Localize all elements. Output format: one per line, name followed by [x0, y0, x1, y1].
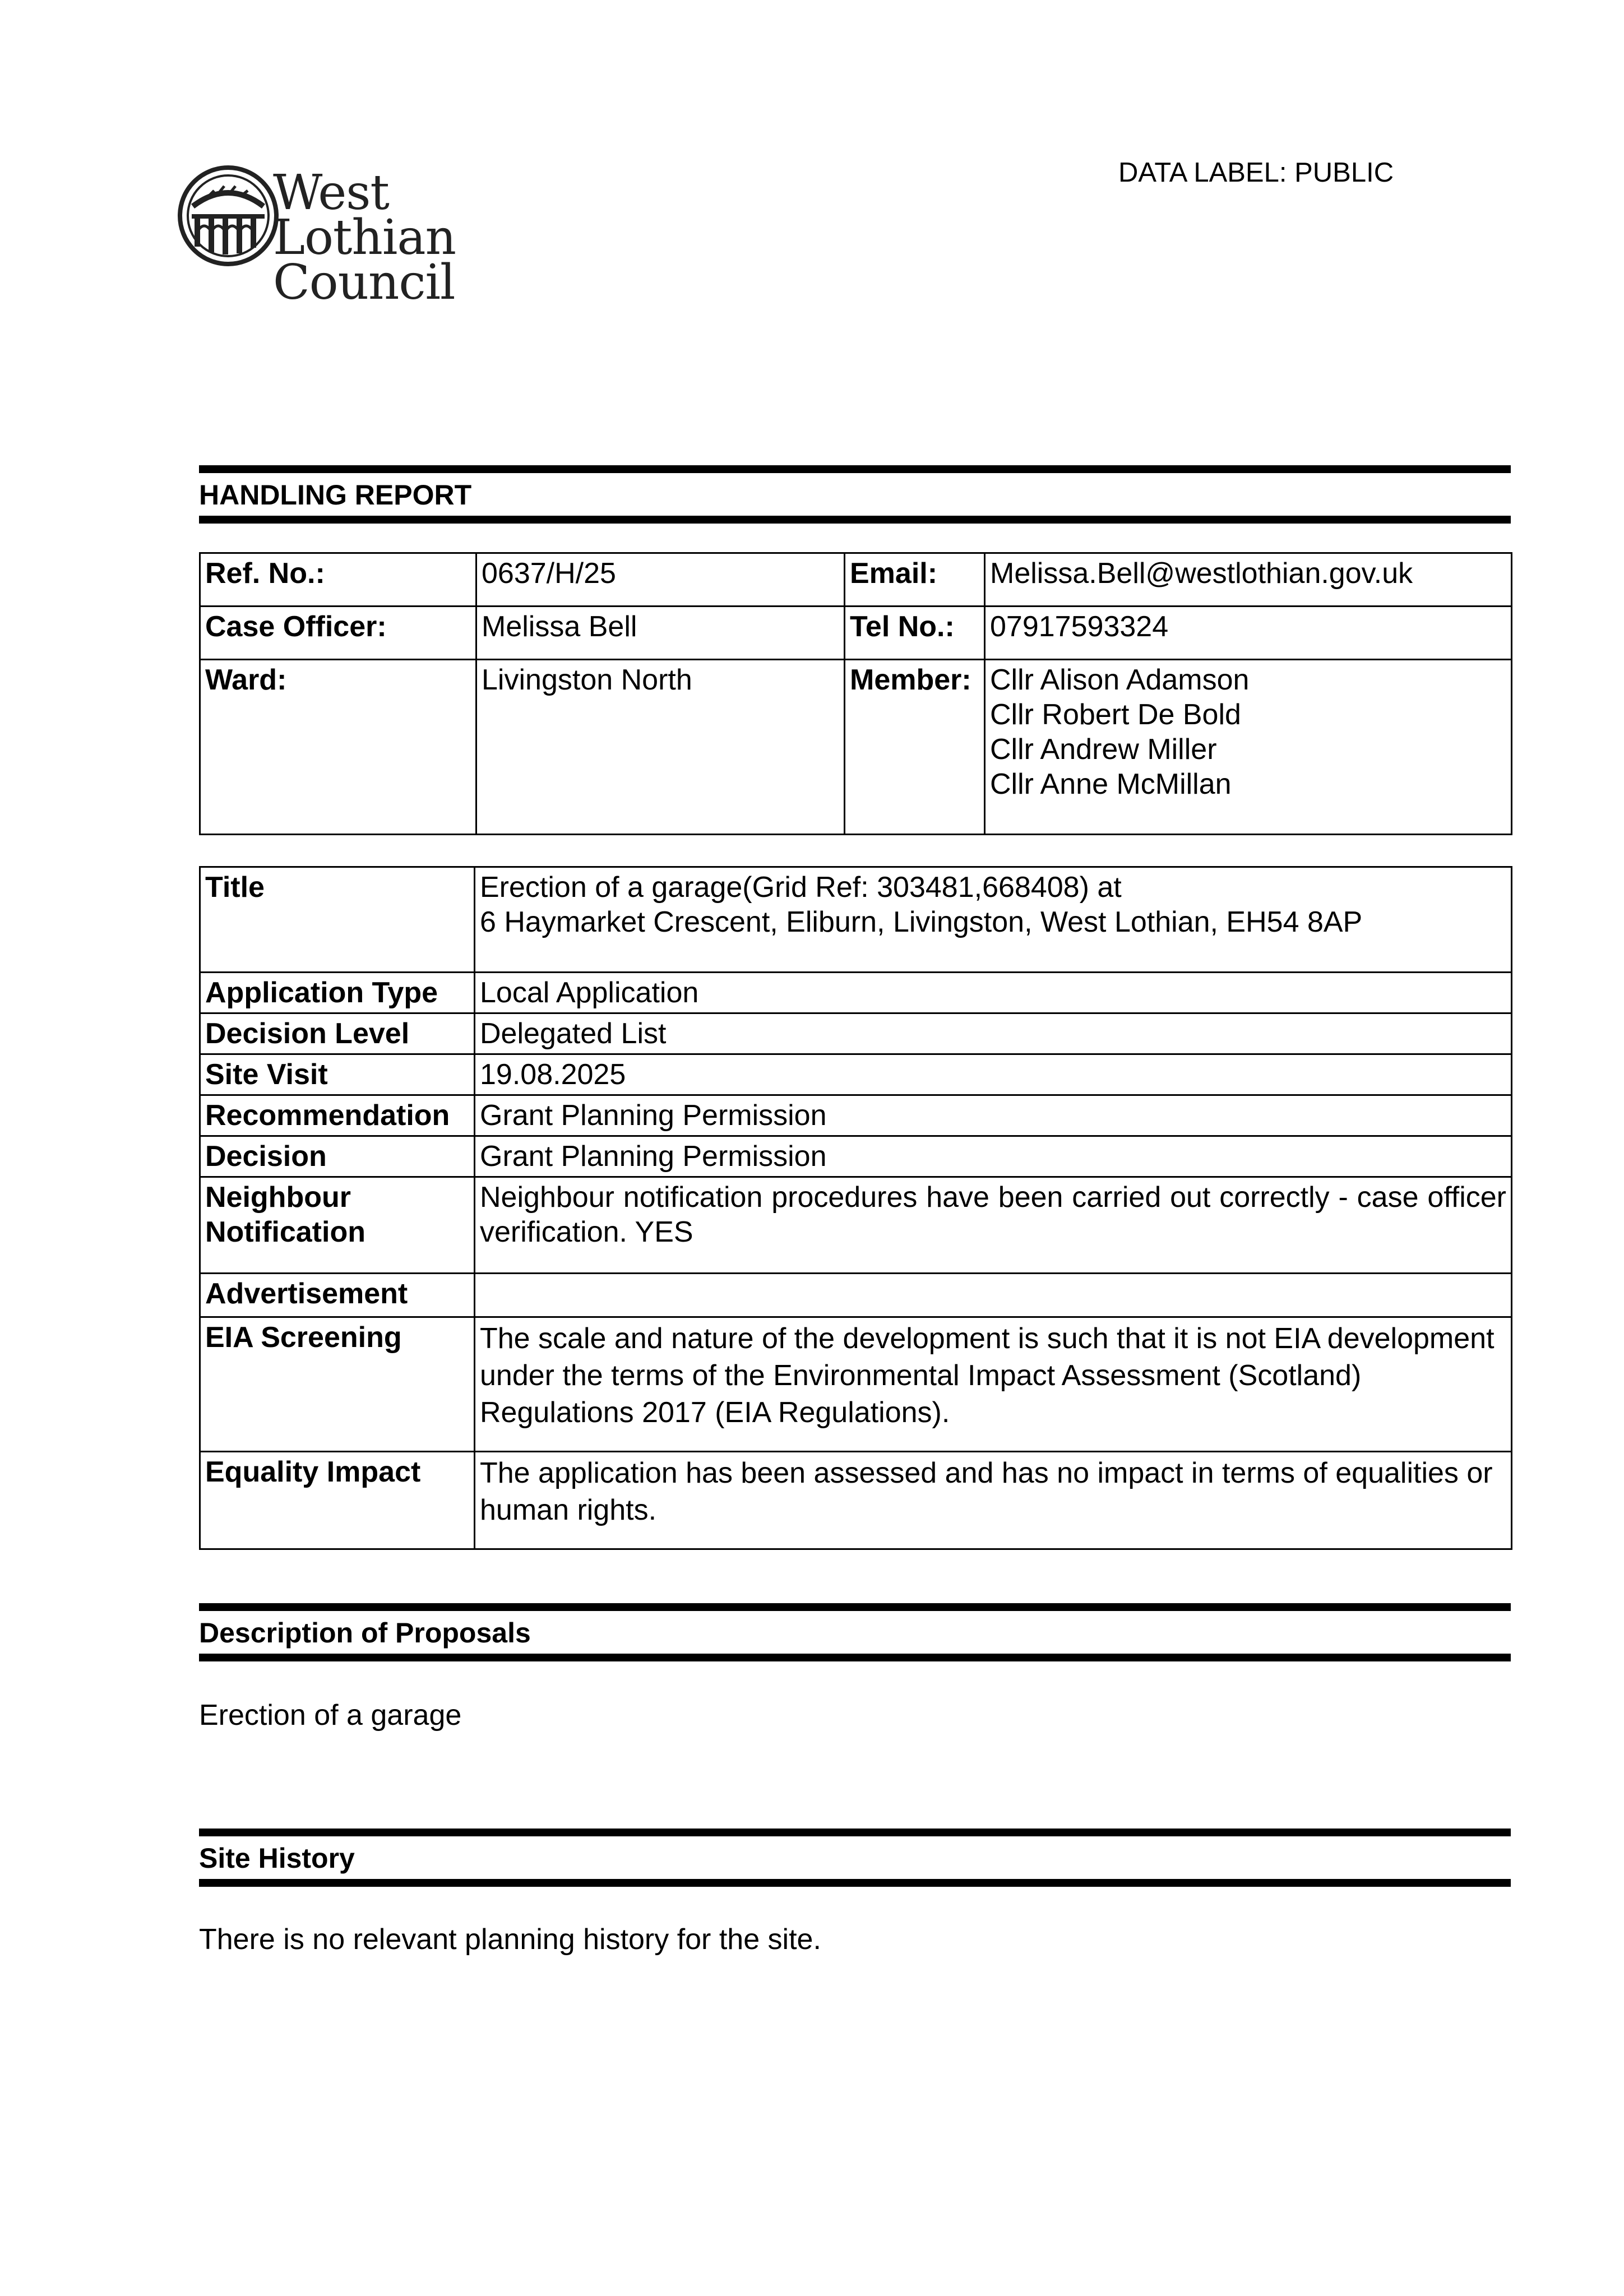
ward-value: Livingston North [476, 660, 845, 835]
table-row [200, 660, 1512, 835]
neighbour-notification-value: Neighbour notification procedures have been carried out correctly - case officer verification. YES [475, 1177, 1512, 1274]
title-value [475, 867, 1512, 973]
title-label: Title [200, 867, 475, 973]
tel-value: 07917593324 [985, 607, 1512, 660]
logo-line-1: West Lothian [273, 165, 456, 266]
email-value: Melissa.Bell@westlothian.gov.uk [985, 553, 1512, 607]
table-row [200, 1095, 1512, 1136]
eia-screening-value: The scale and nature of the development is such that it is not EIA development under the terms of the Environmental Impact Assessment (Scotland) Regulations 2017 (EIA Regulations). [475, 1317, 1512, 1452]
title-line-2: 6 Haymarket Crescent, Eliburn, Livingston, West Lothian, EH54 8AP [480, 906, 1363, 938]
table-row [200, 553, 1512, 607]
member-name: Cllr Robert De Bold [990, 698, 1241, 731]
table-row [200, 1177, 1512, 1274]
title-line-1: Erection of a garage(Grid Ref: 303481,668408) at [480, 871, 1122, 904]
advertisement-label: Advertisement [200, 1274, 475, 1317]
table-row [200, 607, 1512, 660]
decision-value: Grant Planning Permission [475, 1136, 1512, 1177]
table-row [200, 1054, 1512, 1095]
handling-report-heading: HANDLING REPORT [199, 465, 1511, 524]
logo-line-2: Council [273, 254, 455, 311]
decision-level-value: Delegated List [475, 1013, 1512, 1054]
decision-label: Decision [200, 1136, 475, 1177]
viaduct-emblem-icon [175, 163, 281, 269]
member-name: Cllr Alison Adamson [990, 664, 1250, 696]
case-officer-value: Melissa Bell [476, 607, 845, 660]
logo-wordmark [273, 165, 562, 311]
proposals-text: Erection of a garage [199, 1699, 462, 1732]
table-row [200, 867, 1512, 973]
eia-screening-label: EIA Screening [200, 1317, 475, 1452]
application-details-table [199, 866, 1512, 1550]
site-history-text: There is no relevant planning history for the site. [199, 1923, 821, 1956]
site-visit-value: 19.08.2025 [475, 1054, 1512, 1095]
member-label: Member: [845, 660, 985, 835]
table-row [200, 1013, 1512, 1054]
table-row [200, 1317, 1512, 1452]
application-type-label: Application Type [200, 973, 475, 1013]
equality-impact-value: The application has been assessed and has no impact in terms of equalities or human rights. [475, 1452, 1512, 1549]
member-list [985, 660, 1512, 835]
neighbour-notification-label: Neighbour Notification [200, 1177, 475, 1274]
recommendation-value: Grant Planning Permission [475, 1095, 1512, 1136]
table-row [200, 973, 1512, 1013]
recommendation-label: Recommendation [200, 1095, 475, 1136]
member-name: Cllr Andrew Miller [990, 733, 1217, 766]
table-row [200, 1274, 1512, 1317]
case-officer-label: Case Officer: [200, 607, 476, 660]
advertisement-value [475, 1274, 1512, 1317]
application-type-value: Local Application [475, 973, 1512, 1013]
site-history-heading: Site History [199, 1829, 1511, 1887]
ref-value: 0637/H/25 [476, 553, 845, 607]
ward-label: Ward: [200, 660, 476, 835]
data-label: DATA LABEL: PUBLIC [1118, 158, 1394, 188]
tel-label: Tel No.: [845, 607, 985, 660]
equality-impact-label: Equality Impact [200, 1452, 475, 1549]
proposals-heading: Description of Proposals [199, 1603, 1511, 1661]
table-row [200, 1136, 1512, 1177]
council-logo [175, 163, 562, 311]
email-label: Email: [845, 553, 985, 607]
table-row [200, 1452, 1512, 1549]
ref-label: Ref. No.: [200, 553, 476, 607]
contact-table [199, 552, 1512, 835]
site-visit-label: Site Visit [200, 1054, 475, 1095]
member-name: Cllr Anne McMillan [990, 768, 1232, 800]
decision-level-label: Decision Level [200, 1013, 475, 1054]
